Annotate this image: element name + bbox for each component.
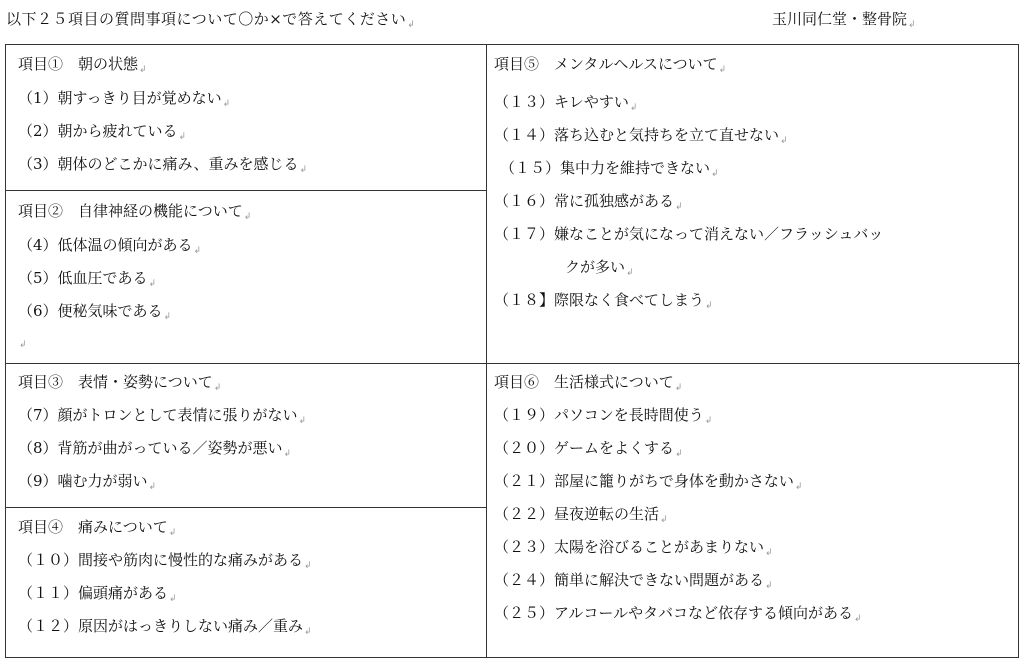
- section-title: 項目⑤ メンタルヘルスについて$_↲$: [494, 55, 727, 75]
- question-item: （3）朝体のどこかに痛み、重みを感じる$_↲$: [18, 155, 307, 175]
- question-item: （2）朝から疲れている$_↲$: [18, 122, 187, 142]
- section-title: 項目⑥ 生活様式について$_↲$: [494, 373, 683, 393]
- question-item: （１２）原因がはっきりしない痛み／重み$_↲$: [18, 617, 312, 637]
- question-item: （1）朝すっきり目が覚めない$_↲$: [18, 89, 231, 109]
- questionnaire-table: [5, 44, 1019, 658]
- question-item: （２４）簡単に解決できない問題がある$_↲$: [494, 571, 773, 591]
- question-item: （１７）嫌なことが気になって消えない／フラッシュバッ: [494, 225, 884, 243]
- question-item: （7）顔がトロンとして表情に張りがない$_↲$: [18, 406, 307, 426]
- question-item: （１５）集中力を維持できない$_↲$: [500, 159, 719, 179]
- question-item: （１１）偏頭痛がある$_↲$: [18, 584, 177, 604]
- questionnaire-title: 以下２５項目の質問事項について〇か×で答えてください$_↲$: [6, 10, 416, 30]
- question-item: （２１）部屋に籠りがちで身体を動かさない$_↲$: [494, 472, 803, 492]
- question-item: （１９）パソコンを長時間使う$_↲$: [494, 406, 713, 426]
- question-item: （２０）ゲームをよくする$_↲$: [494, 439, 683, 459]
- question-item: （１０）間接や筋肉に慢性的な痛みがある$_↲$: [18, 551, 312, 571]
- question-item: （9）噛む力が弱い$_↲$: [18, 472, 157, 492]
- row-divider: [6, 507, 486, 508]
- section-title: 項目③ 表情・姿勢について$_↲$: [18, 373, 222, 393]
- section-title: 項目② 自律神経の機能について$_↲$: [18, 202, 252, 222]
- question-item: （6）便秘気味である$_↲$: [18, 302, 172, 322]
- section-title: 項目① 朝の状態$_↲$: [18, 55, 147, 75]
- question-item: （１６）常に孤独感がある$_↲$: [494, 192, 683, 212]
- empty-line: ↲: [19, 340, 27, 350]
- row-divider: [6, 363, 1020, 364]
- clinic-name: 玉川同仁堂・整骨院$_↲$: [772, 10, 916, 30]
- question-item: （１３）キレやすい$_↲$: [494, 93, 638, 113]
- question-item: （１８】際限なく食べてしまう$_↲$: [494, 291, 713, 311]
- question-item: （8）背筋が曲がっている／姿勢が悪い$_↲$: [18, 439, 292, 459]
- question-item: （２３）太陽を浴びることがあまりない$_↲$: [494, 538, 773, 558]
- question-item: （１４）落ち込むと気持ちを立て直せない$_↲$: [494, 126, 788, 146]
- question-item-continuation: クが多い$_↲$: [565, 258, 634, 278]
- question-item: （２５）アルコールやタバコなど依存する傾向がある$_↲$: [494, 604, 862, 624]
- question-item: （4）低体温の傾向がある$_↲$: [18, 236, 202, 256]
- question-item: （5）低血圧である$_↲$: [18, 269, 157, 289]
- row-divider: [6, 190, 486, 191]
- column-divider: [486, 45, 487, 657]
- section-title: 項目④ 痛みについて$_↲$: [18, 518, 177, 538]
- question-item: （２２）昼夜逆転の生活$_↲$: [494, 505, 668, 525]
